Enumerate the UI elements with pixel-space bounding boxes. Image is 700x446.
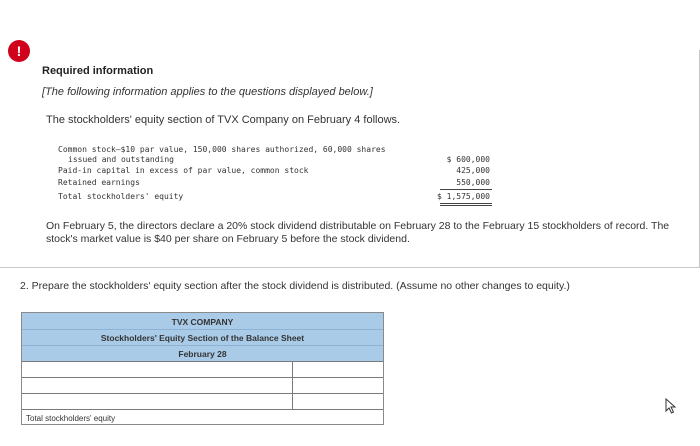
row-3-amount-input[interactable] [293, 394, 383, 409]
header-divider [22, 345, 383, 346]
mouse-cursor-icon [664, 398, 678, 414]
intro-text: The stockholders' equity section of TVX Company on February 4 follows. [46, 114, 401, 126]
row-3-label-input[interactable] [22, 394, 291, 409]
row-1-label-input[interactable] [22, 362, 291, 377]
equity-line-common-stock: Common stock—$10 par value, 150,000 shares authorized, 60,000 shares [58, 145, 386, 154]
required-information-note: [The following information applies to the questions displayed below.] [42, 86, 373, 98]
equity-worksheet-table [21, 312, 384, 425]
equity-line-common-stock-cont: issued and outstanding [68, 155, 174, 164]
equity-amount-retained-earnings: 550,000 [456, 178, 490, 187]
dividend-paragraph: On February 5, the directors declare a 20% stock dividend distributable on February 28 to the February 15 stockholders of record. The stock's market value is $40 per share on February 5 before the stock dividend. [46, 220, 670, 245]
total-amount-input[interactable] [293, 410, 383, 424]
row-1-amount-input[interactable] [293, 362, 383, 377]
column-divider [292, 361, 293, 409]
worksheet-statement-title: Stockholders' Equity Section of the Balance Sheet [100, 333, 305, 343]
header-divider [22, 329, 383, 330]
total-double-rule-top [440, 203, 492, 204]
equity-amount-common-stock: $ 600,000 [446, 155, 490, 164]
worksheet-date: February 28 [178, 349, 227, 359]
equity-line-paid-in-capital: Paid-in capital in excess of par value, common stock [58, 166, 309, 175]
worksheet-header [22, 313, 383, 361]
total-stockholders-equity-label: Total stockholders' equity [26, 414, 116, 423]
equity-amount-total: $ 1,575,000 [437, 192, 490, 201]
total-double-rule-bottom [440, 205, 492, 206]
worksheet-company-name: TVX COMPANY [171, 317, 234, 327]
equity-line-total: Total stockholders' equity [58, 192, 184, 201]
equity-line-retained-earnings: Retained earnings [58, 178, 140, 187]
alert-icon: ! [8, 40, 30, 62]
row-2-label-input[interactable] [22, 378, 291, 393]
equity-amount-paid-in-capital: 425,000 [456, 166, 490, 175]
subtotal-rule [440, 189, 492, 190]
row-2-amount-input[interactable] [293, 378, 383, 393]
required-information-title: Required information [42, 65, 154, 77]
question-2-text: 2. Prepare the stockholders' equity section after the stock dividend is distributed. (Assume no other changes to equity.) [20, 280, 570, 292]
